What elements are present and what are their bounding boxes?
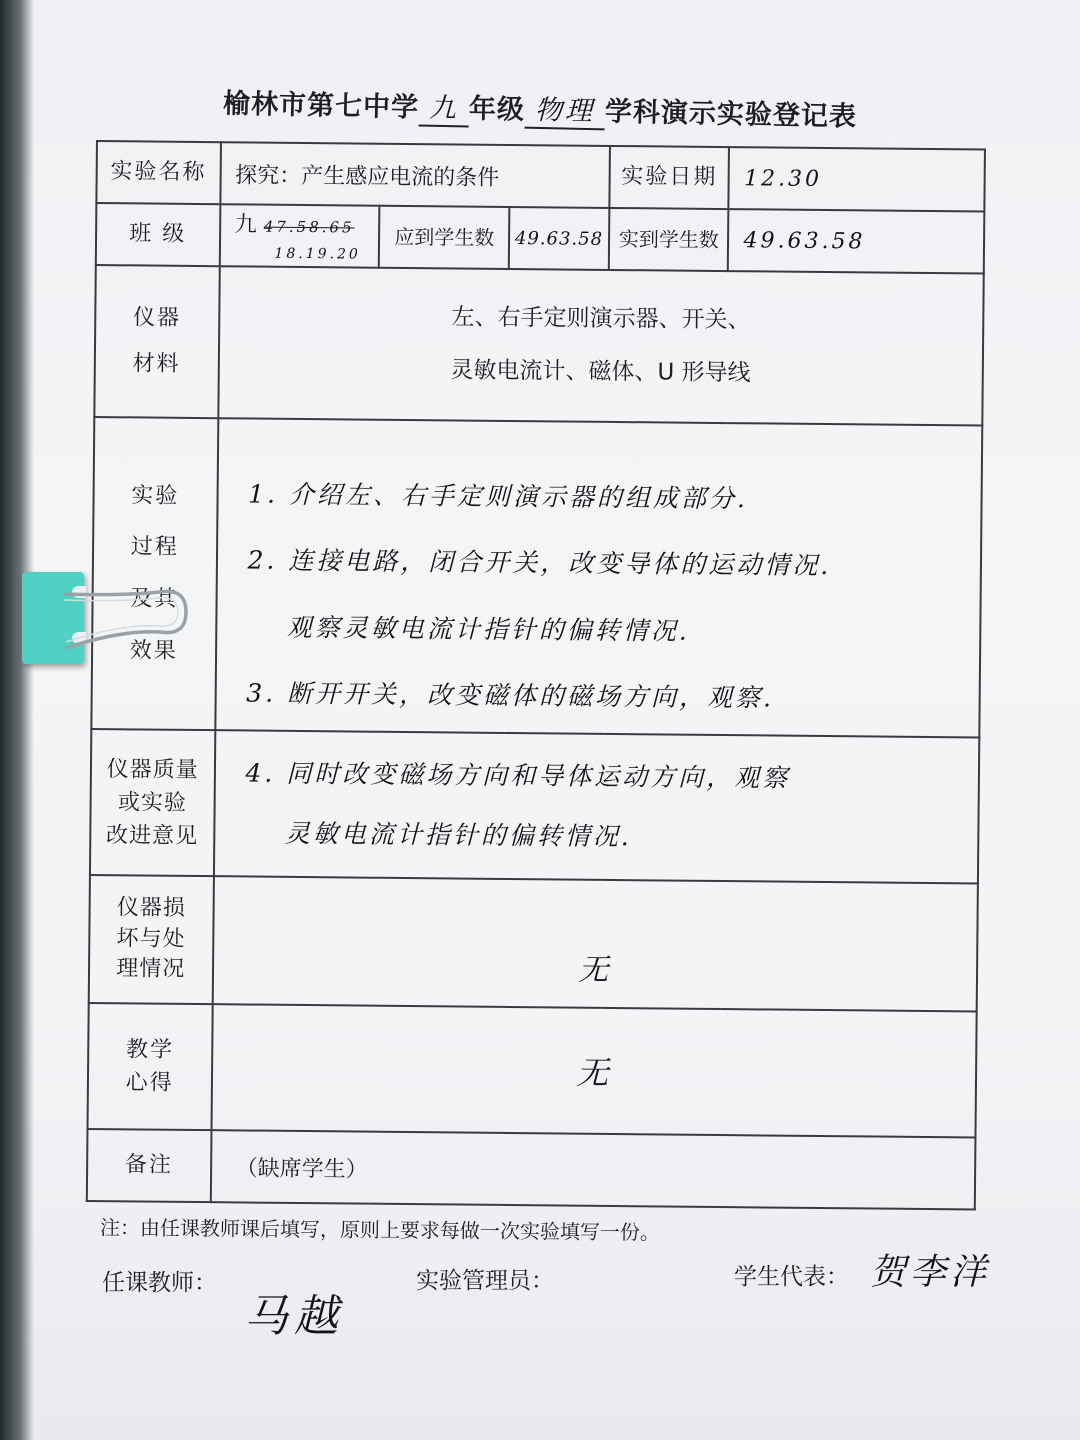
registration-form: [86, 140, 986, 1210]
row-equipment: [94, 265, 983, 426]
row-teaching: [88, 1003, 977, 1138]
remarks-value: （缺席学生）: [210, 1130, 975, 1209]
row-remarks: [87, 1129, 976, 1210]
quality-label: [90, 729, 215, 876]
remarks-label: 备注: [87, 1129, 211, 1202]
equipment-label: [94, 265, 219, 418]
process-step-4a: 4. 同时改变磁场方向和导体运动方向，观察: [245, 758, 791, 793]
title-suffix: 学科演示实验登记表: [604, 96, 858, 133]
process-steps: [215, 418, 982, 737]
process-step-2b: 观察灵敏电流计指针的偏转情况.: [286, 612, 690, 646]
class-value: 九: [234, 212, 257, 238]
process-label-4: 效果: [129, 638, 178, 664]
row-damage: [89, 875, 978, 1012]
grade-suffix: 年级: [468, 93, 526, 126]
expected-label: 应到学生数: [379, 206, 509, 269]
process-label-2: 过程: [130, 534, 179, 561]
equipment-value: [218, 266, 984, 425]
class-cell: [219, 204, 379, 268]
damage-label-2: 坏与处: [116, 925, 186, 952]
date-label: 实验日期: [609, 146, 729, 209]
student-rep-label: 学生代表：: [734, 1264, 849, 1290]
teaching-label-2: 心得: [125, 1070, 174, 1096]
process-step-3: 3. 断开开关，改变磁体的磁场方向，观察.: [246, 678, 775, 713]
student-rep-signature: 贺李洋: [870, 1252, 991, 1293]
experiment-name-value: 探究：产生感应电流的条件: [220, 142, 610, 208]
damage-label: [89, 875, 214, 1004]
row-quality: [90, 729, 979, 884]
process-step-1: 1. 介绍左、右手定则演示器的组成部分.: [248, 479, 749, 514]
process-step-2a: 2. 连接电路，闭合开关，改变导体的运动情况.: [247, 545, 832, 581]
date-value: 12.30: [729, 147, 985, 211]
binder-clip-wire-icon: [60, 580, 200, 662]
subject-value: 物理: [525, 88, 606, 131]
equipment-line-2: 灵敏电流计、磁体、U 形导线: [450, 357, 751, 387]
class-crossed-out: 47.58.65: [263, 217, 355, 237]
form-table: [86, 140, 986, 1210]
teacher-signature: 马越: [244, 1291, 344, 1342]
background-edge: [0, 0, 34, 1440]
process-step-4b: 灵敏电流计指针的偏转情况.: [284, 818, 632, 852]
row-class: [96, 203, 985, 274]
process-label: [91, 417, 218, 730]
footer-note: 注：由任课教师课后填写，原则上要求每做一次实验填写一份。: [99, 1215, 661, 1245]
experiment-name-label: 实验名称: [96, 141, 220, 204]
class-note: 18.19.20: [274, 245, 361, 263]
teaching-label-1: 教学: [125, 1037, 175, 1063]
actual-value: 49.63.58: [728, 209, 984, 273]
actual-label: 实到学生数: [609, 208, 729, 271]
class-label: 班 级: [96, 203, 220, 266]
row-process: [91, 417, 982, 738]
admin-label: 实验管理员：: [416, 1268, 554, 1294]
equipment-label-2: 材料: [132, 351, 181, 377]
expected-value: 49.63.58: [509, 207, 610, 270]
school-name: 榆林市第七中学: [222, 88, 420, 124]
equipment-line-1: 左、右手定则演示器、开关、: [451, 304, 751, 334]
teaching-value: 无: [211, 1004, 977, 1137]
damage-value: 无: [212, 876, 978, 1011]
equipment-label-1: 仪器: [132, 305, 182, 331]
grade-value: 九: [419, 85, 470, 127]
teacher-label: 任课教师：: [102, 1270, 217, 1296]
quality-label-2: 或实验: [117, 789, 188, 816]
quality-label-3: 改进意见: [105, 822, 199, 849]
process-label-1: 实验: [131, 482, 180, 509]
teaching-label: [88, 1003, 213, 1130]
row-experiment-name: [96, 141, 985, 212]
process-label-3: 及其: [130, 586, 179, 612]
quality-label-1: 仪器质量: [106, 756, 199, 783]
damage-label-1: 仪器损: [116, 895, 187, 921]
damage-label-3: 理情况: [116, 956, 186, 983]
quality-value: [213, 730, 979, 883]
